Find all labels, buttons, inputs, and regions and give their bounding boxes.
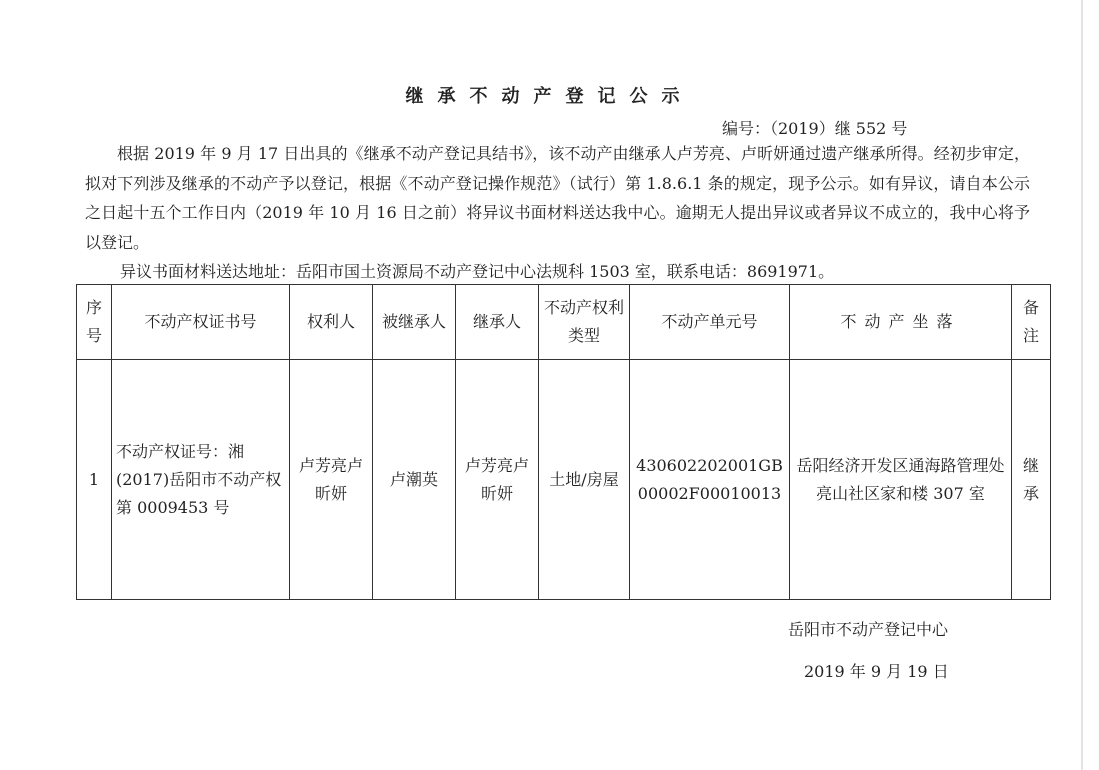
cell-seq: 1 — [77, 360, 112, 600]
notice-paragraph: 根据 2019 年 9 月 17 日出具的《继承不动产登记具结书》，该不动产由继承人卢芳亮、卢昕妍通过遗产继承所得。经初步审定， 拟对下列涉及继承的不动产予以登记，根据《不动产登记操作规范》（试行）第 1.8.6.1 条的规定，现予公示。如有异议，请自本公示之日起十五个工作日内（2019 年 10 月 16 日之前）将异议书面材料送达我中心。逾期无人提出异议或者异议不成立的，我中心将予以登记。 — [85, 144, 1030, 252]
header-cert-no: 不动产权证书号 — [112, 285, 290, 360]
header-remark: 备注 — [1012, 285, 1051, 360]
header-decedent: 被继承人 — [373, 285, 456, 360]
cell-holder: 卢芳亮卢昕妍 — [290, 360, 373, 600]
cell-heir: 卢芳亮卢昕妍 — [456, 360, 539, 600]
issue-date: 2019 年 9 月 19 日 — [804, 662, 949, 681]
header-location: 不动产坐落 — [790, 285, 1012, 360]
header-heir: 继承人 — [456, 285, 539, 360]
cell-remark: 继承 — [1012, 360, 1051, 600]
document-number: 编号：（2019）继 552 号 — [722, 119, 908, 138]
objection-address: 异议书面材料送达地址：岳阳市国土资源局不动产登记中心法规科 1503 室，联系电话：8691971。 — [120, 262, 835, 281]
issuing-organization: 岳阳市不动产登记中心 — [788, 620, 949, 639]
table-header-row — [77, 285, 1051, 360]
header-holder: 权利人 — [290, 285, 373, 360]
scan-edge-line — [1081, 0, 1083, 770]
header-unit-no: 不动产单元号 — [630, 285, 790, 360]
header-seq: 序号 — [77, 285, 112, 360]
cell-unit-no: 430602202001GB00002F00010013 — [630, 360, 790, 600]
registration-table — [76, 284, 1051, 600]
table-row — [77, 360, 1051, 600]
page-title: 继承不动产登记公示 — [405, 86, 694, 107]
cell-decedent: 卢潮英 — [373, 360, 456, 600]
cell-right-type: 土地/房屋 — [539, 360, 630, 600]
header-right-type: 不动产权利类型 — [539, 285, 630, 360]
cell-cert-no: 不动产权证号：湘(2017)岳阳市不动产权第 0009453 号 — [112, 360, 290, 600]
cell-location: 岳阳经济开发区通海路管理处亮山社区家和楼 307 室 — [790, 360, 1012, 600]
